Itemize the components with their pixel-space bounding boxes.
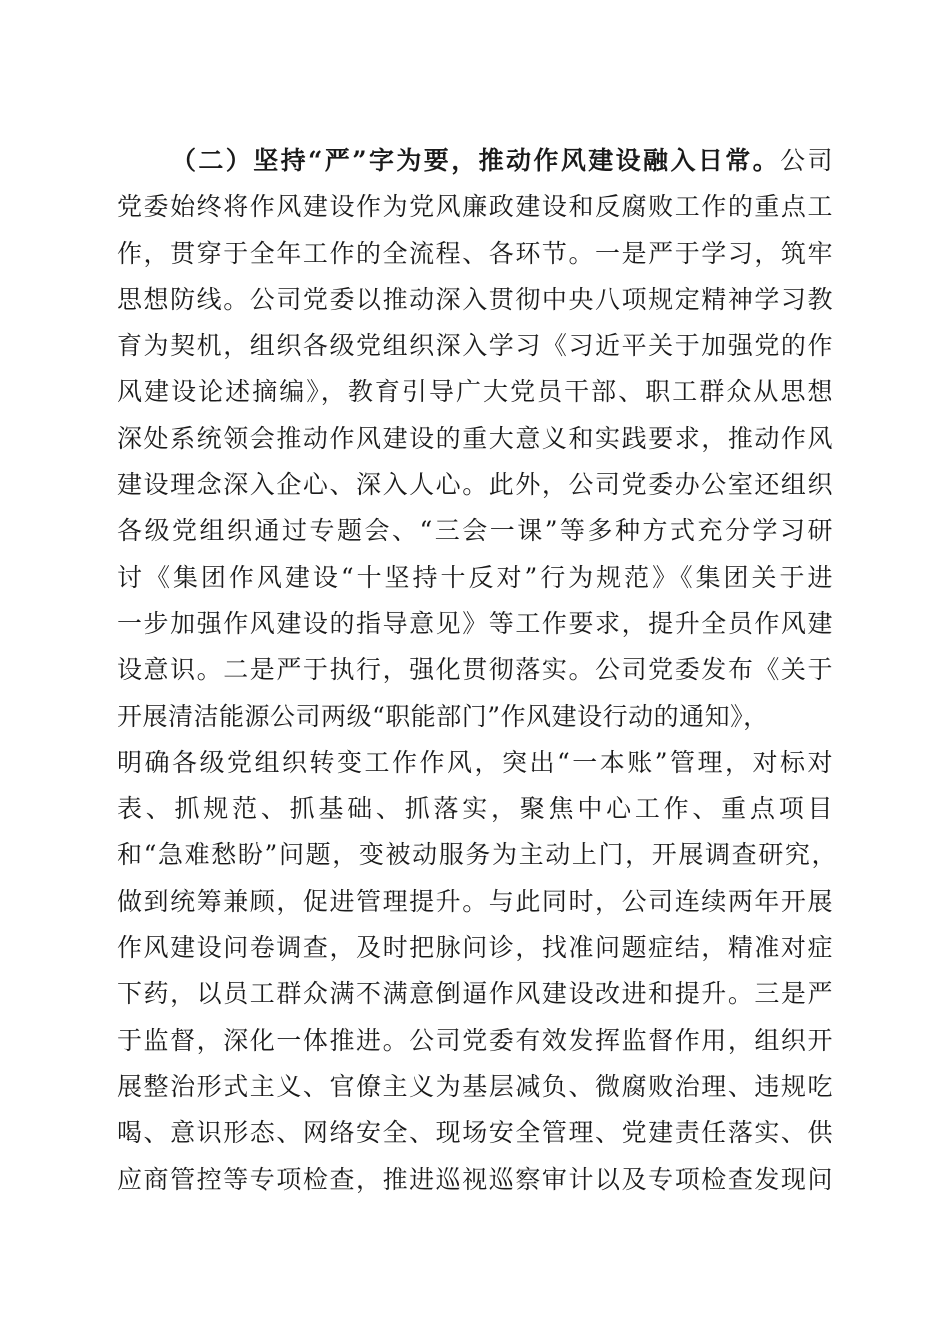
text-line: 一步加强作风建设的指导意见》等工作要求，提升全员作风建 xyxy=(117,608,833,638)
section-heading: （二）坚持“严”字为要，推动作风建设融入日常。 xyxy=(171,146,781,175)
text-line: 设意识。二是严于执行，强化贯彻落实。公司党委发布《关于 xyxy=(117,655,833,685)
paragraph-first-line xyxy=(117,138,833,184)
text-line: 喝、意识形态、网络安全、现场安全管理、党建责任落实、供 xyxy=(117,1118,833,1148)
text-line: 讨《集团作风建设“十坚持十反对”行为规范》《集团关于进 xyxy=(117,562,833,592)
text-line: 下药，以员工群众满不满意倒逼作风建设改进和提升。三是严 xyxy=(117,979,833,1009)
text-line: 风建设论述摘编》，教育引导广大党员干部、职工群众从思想 xyxy=(117,377,833,407)
text-line: 展整治形式主义、官僚主义为基层减负、微腐败治理、违规吃 xyxy=(117,1071,833,1101)
text-line: 应商管控等专项检查，推进巡视巡察审计以及专项检查发现问 xyxy=(117,1164,833,1194)
text-line: 思想防线。公司党委以推动深入贯彻中央八项规定精神学习教 xyxy=(117,284,833,314)
text-line: 深处系统领会推动作风建设的重大意义和实践要求，推动作风 xyxy=(117,423,833,453)
text-line: 党委始终将作风建设作为党风廉政建设和反腐败工作的重点工 xyxy=(117,192,833,222)
body-paragraph xyxy=(117,138,837,1203)
text-line: 建设理念深入企心、深入人心。此外，公司党委办公室还组织 xyxy=(117,470,833,500)
text-line: 表、抓规范、抓基础、抓落实，聚焦中心工作、重点项目 xyxy=(117,794,833,824)
text-line: 公司 xyxy=(780,146,833,175)
text-line: 做到统筹兼顾，促进管理提升。与此同时，公司连续两年开展 xyxy=(117,886,833,916)
text-line: 明确各级党组织转变工作作风，突出“一本账”管理，对标对 xyxy=(117,747,833,777)
text-line: 和“急难愁盼”问题，变被动服务为主动上门，开展调查研究， xyxy=(117,840,837,870)
text-line: 于监督，深化一体推进。公司党委有效发挥监督作用，组织开 xyxy=(117,1025,833,1055)
text-line: 育为契机，组织各级党组织深入学习《习近平关于加强党的作 xyxy=(117,331,833,361)
text-line: 作风建设问卷调查，及时把脉问诊，找准问题症结，精准对症 xyxy=(117,933,833,963)
text-line: 各级党组织通过专题会、“三会一课”等多种方式充分学习研 xyxy=(117,516,833,546)
text-line: 开展清洁能源公司两级“职能部门”作风建设行动的通知》， xyxy=(117,701,769,731)
text-line: 作，贯穿于全年工作的全流程、各环节。一是严于学习，筑牢 xyxy=(117,238,833,268)
